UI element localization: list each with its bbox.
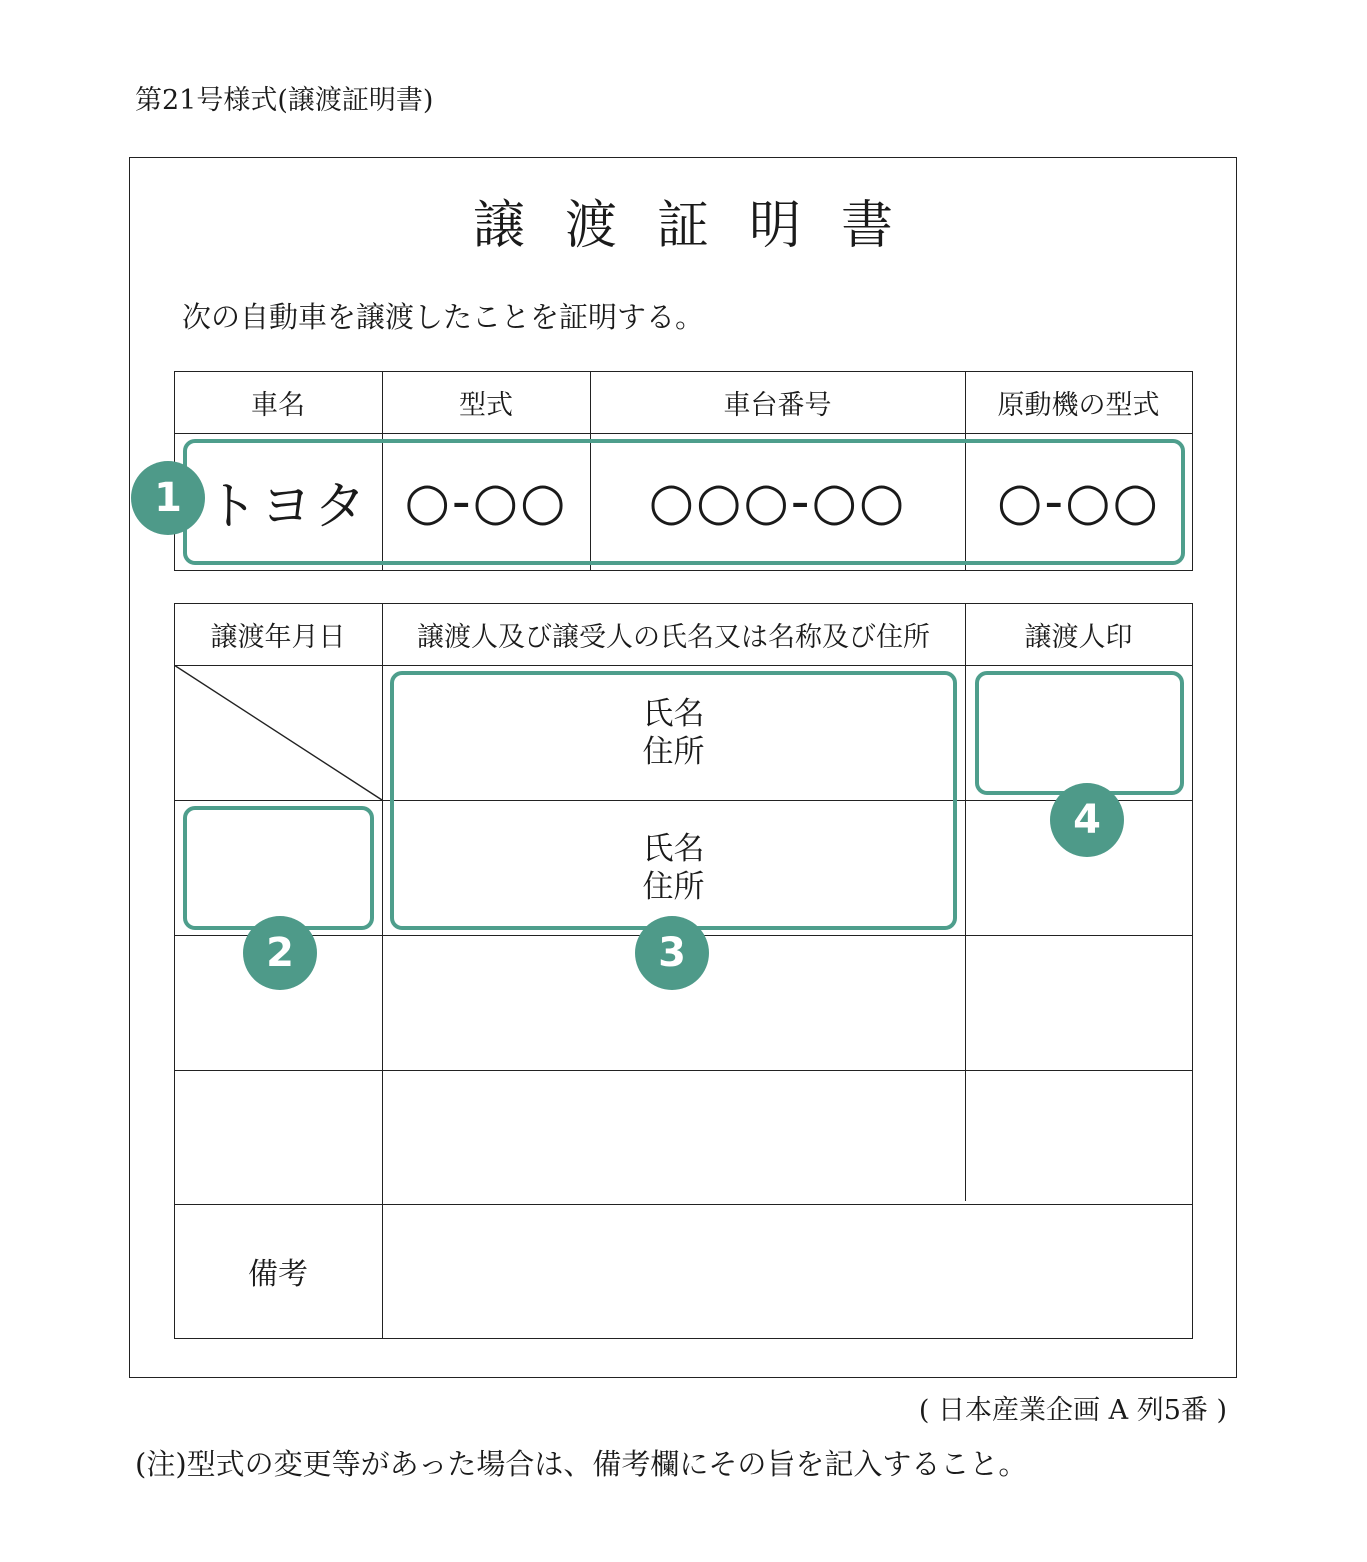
form-number-label: 第21号様式(譲渡証明書)	[135, 85, 434, 116]
callout-badge-1: 1	[131, 461, 205, 535]
footnote: (注)型式の変更等があった場合は、備考欄にその旨を記入すること。	[135, 1447, 1028, 1481]
diagonal-slash	[174, 665, 383, 801]
value-model: ○-○○	[404, 471, 568, 532]
header-car-name: 車名	[251, 389, 305, 421]
callout-badge-4: 4	[1050, 783, 1124, 857]
paper-size-note: ( 日本産業企画 A 列5番 )	[918, 1395, 1227, 1426]
value-engine-model: ○-○○	[997, 471, 1160, 532]
callout-badge-3: 3	[635, 916, 709, 990]
callout-badge-2: 2	[243, 916, 317, 990]
document-title: 譲渡証明書	[472, 196, 933, 256]
intro-statement: 次の自動車を譲渡したことを証明する。	[182, 300, 705, 334]
callout-box-transfer-date	[183, 806, 374, 930]
name-address-1: 氏名 住所	[642, 695, 705, 770]
remarks-label: 備考	[248, 1257, 308, 1292]
header-transfer-date: 譲渡年月日	[210, 621, 346, 653]
header-transferor-seal: 譲渡人印	[1024, 621, 1133, 653]
value-chassis-number: ○○○-○○	[648, 471, 907, 532]
name-address-2: 氏名 住所	[642, 830, 705, 905]
header-names-addresses: 譲渡人及び譲受人の氏名又は名称及び住所	[417, 621, 930, 653]
header-engine-model: 原動機の型式	[997, 389, 1160, 421]
callout-box-names-addresses	[390, 671, 957, 930]
callout-box-vehicle-row	[183, 439, 1185, 565]
callout-box-seal	[975, 671, 1184, 795]
value-car-name: トヨタ	[205, 477, 368, 537]
header-chassis-number: 車台番号	[723, 389, 832, 421]
header-model: 型式	[459, 389, 513, 421]
